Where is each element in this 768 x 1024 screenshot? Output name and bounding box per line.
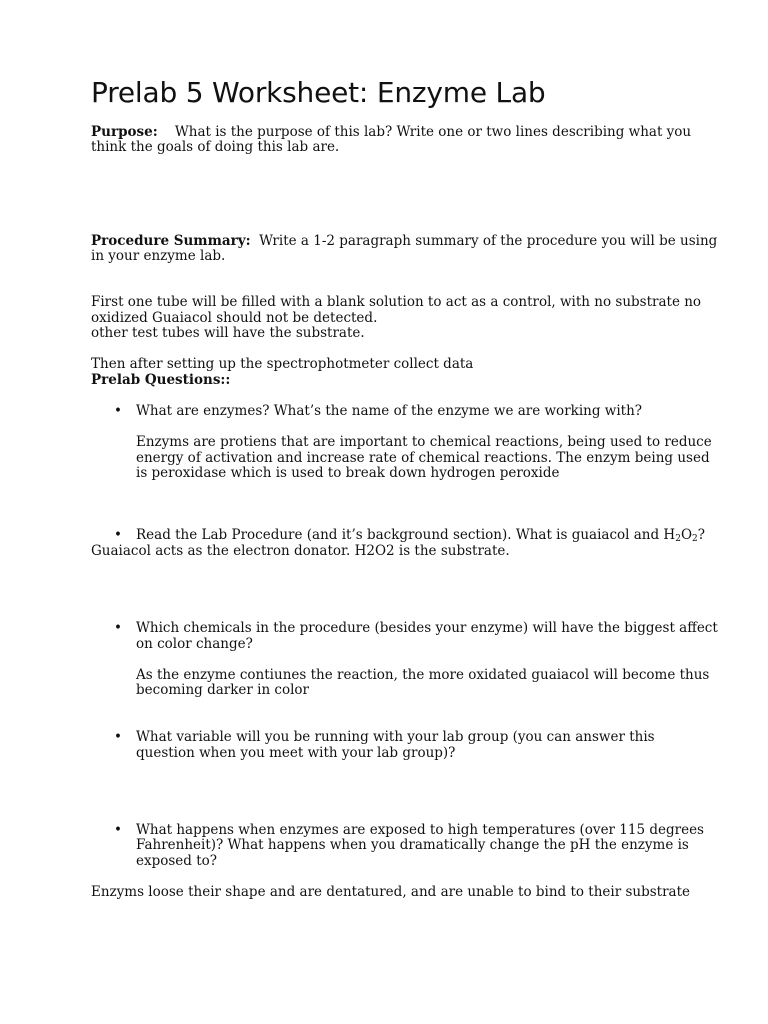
prelab-questions-label: Prelab Questions:: bbox=[91, 372, 231, 388]
q2-sub-1: 2 bbox=[675, 534, 681, 544]
q5-text-1: What happens when enzymes are exposed to high temperatures (over 115 degrees bbox=[136, 822, 704, 838]
q2-mid: O bbox=[680, 527, 693, 543]
q4-text-1: What variable will you be running with your lab group (you can answer this bbox=[136, 729, 655, 745]
q3-answer-2: becoming darker in color bbox=[136, 682, 310, 698]
q2-sub-2: 2 bbox=[692, 534, 698, 544]
q2-answer: Guaiacol acts as the electron donator. H2O2 is the substrate. bbox=[91, 543, 510, 559]
bullet-5: • bbox=[114, 822, 122, 838]
purpose-text-1: What is the purpose of this lab? Write one or two lines describing what you bbox=[174, 124, 692, 140]
q2-end: ? bbox=[697, 527, 705, 543]
q3-answer-1: As the enzyme contiunes the reaction, the more oxidated guaiacol will become thus bbox=[136, 667, 710, 683]
procedure-answer-2: oxidized Guaiacol should not be detected. bbox=[91, 310, 378, 326]
q1-answer-3: is peroxidase which is used to break down hydrogen peroxide bbox=[136, 465, 560, 481]
q5-text-2: Fahrenheit)? What happens when you dramatically change the pH the enzyme is bbox=[136, 837, 689, 853]
purpose-label: Purpose: bbox=[91, 124, 158, 140]
prelab-questions-heading bbox=[91, 373, 230, 389]
q4-text-2: question when you meet with your lab group)? bbox=[136, 745, 456, 761]
q1-answer-1: Enzyms are protiens that are important to chemical reactions, being used to reduce bbox=[136, 434, 712, 450]
bullet-3: • bbox=[114, 620, 122, 636]
procedure-answer-3: other test tubes will have the substrate. bbox=[91, 325, 365, 341]
procedure-label: Procedure Summary: bbox=[91, 233, 251, 249]
bullet-4: • bbox=[114, 729, 122, 745]
bullet-1: • bbox=[114, 403, 122, 419]
q1-text: What are enzymes? What’s the name of the enzyme we are working with? bbox=[136, 403, 642, 419]
purpose-line-2: think the goals of doing this lab are. bbox=[91, 139, 340, 155]
q5-text-3: exposed to? bbox=[136, 853, 218, 869]
procedure-text-1: Write a 1-2 paragraph summary of the procedure you will be using bbox=[259, 233, 718, 249]
procedure-line-2: in your enzyme lab. bbox=[91, 248, 226, 264]
q3-text-1: Which chemicals in the procedure (besides your enzyme) will have the biggest affect bbox=[136, 620, 718, 636]
q5-answer: Enzyms loose their shape and are dentatured, and are unable to bind to their substrate bbox=[91, 884, 691, 900]
q1-answer-2: energy of activation and increase rate of chemical reactions. The enzym being used bbox=[136, 450, 710, 466]
procedure-answer-4: Then after setting up the spectrophotmeter collect data bbox=[91, 356, 474, 372]
q2-text-main: Read the Lab Procedure (and it’s background section). What is guaiacol and H bbox=[136, 527, 676, 543]
q3-text-2: on color change? bbox=[136, 636, 253, 652]
q2-text bbox=[136, 528, 705, 544]
page-title: Prelab 5 Worksheet: Enzyme Lab bbox=[91, 76, 546, 109]
procedure-answer-1: First one tube will be filled with a blank solution to act as a control, with no substrate no bbox=[91, 294, 702, 310]
bullet-2: • bbox=[114, 527, 122, 543]
